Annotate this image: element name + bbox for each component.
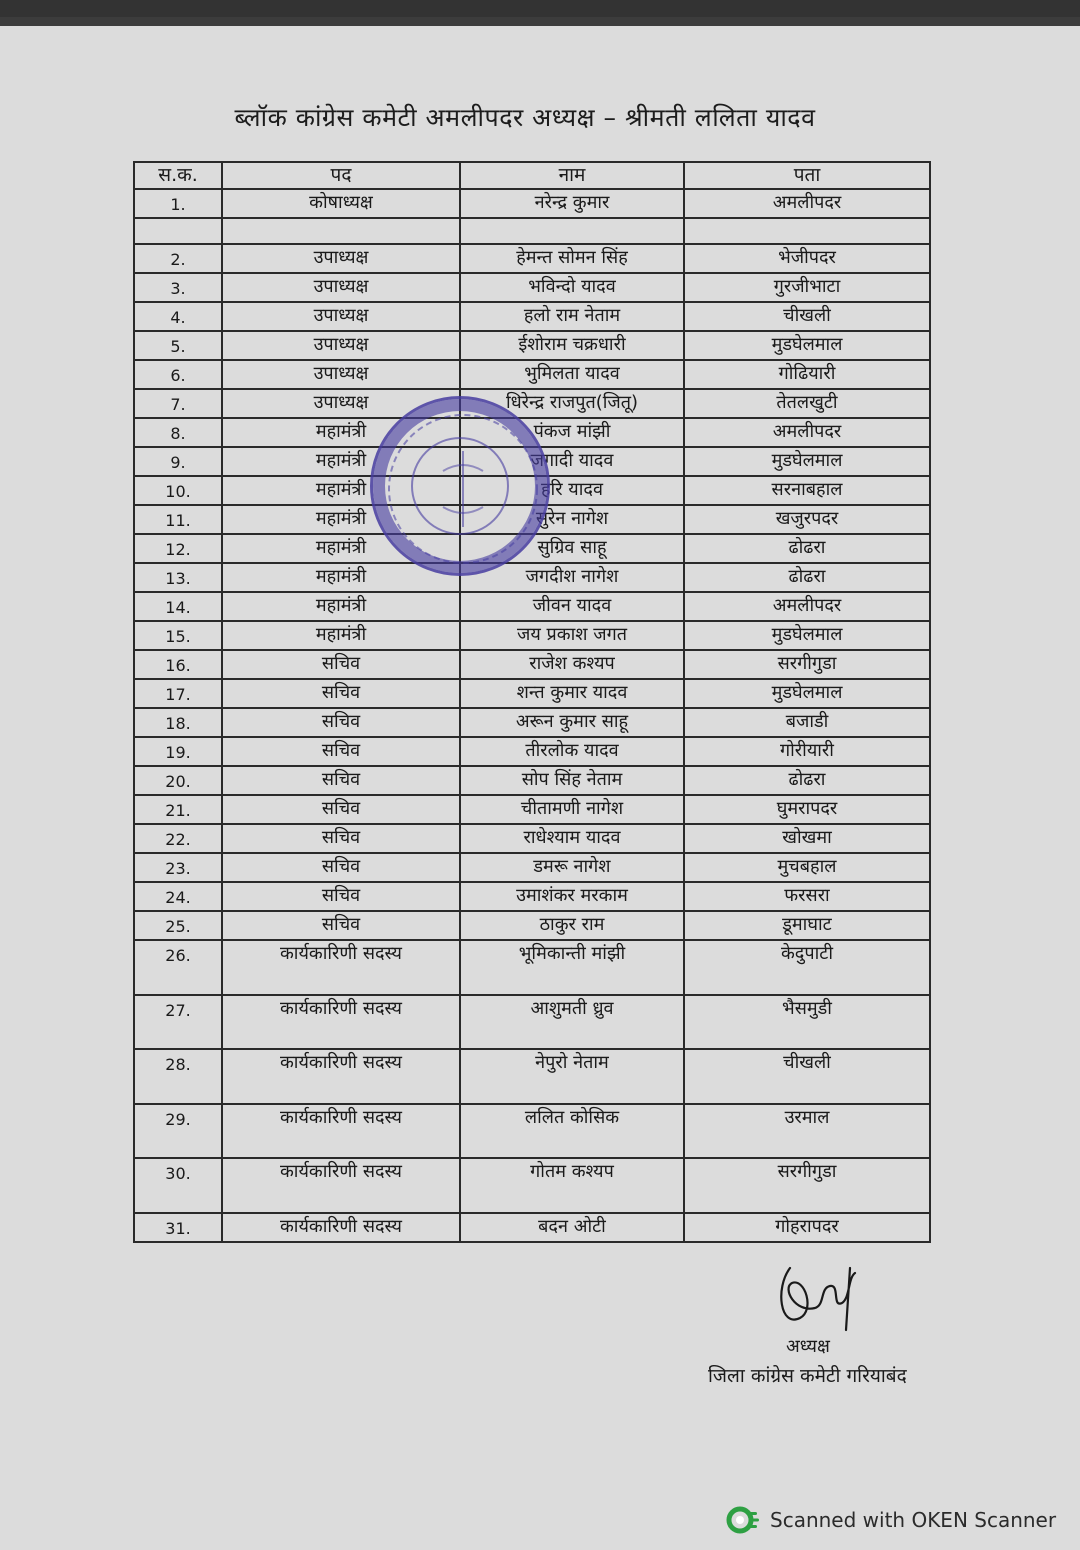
table-row <box>134 679 930 708</box>
cell-address: चीखली <box>684 302 930 331</box>
cell-serial: 6. <box>134 360 222 389</box>
cell-serial: 28. <box>134 1049 222 1104</box>
cell-serial: 22. <box>134 824 222 853</box>
cell-name: हेमन्त सोमन सिंह <box>460 244 684 273</box>
cell-name: ललित कोसिक <box>460 1104 684 1159</box>
cell-name: नेपुरो नेताम <box>460 1049 684 1104</box>
cell-serial: 17. <box>134 679 222 708</box>
cell-name: पंकज मांझी <box>460 418 684 447</box>
cell-serial: 19. <box>134 737 222 766</box>
cell-name: हलो राम नेताम <box>460 302 684 331</box>
president-signature <box>770 1258 870 1338</box>
table-row <box>134 708 930 737</box>
table-row <box>134 882 930 911</box>
scanner-text: Scanned with OKEN Scanner <box>770 1508 1057 1532</box>
cell-serial: 4. <box>134 302 222 331</box>
cell-post: महामंत्री <box>222 476 460 505</box>
cell-address: सरगीगुडा <box>684 650 930 679</box>
cell-post: उपाध्यक्ष <box>222 302 460 331</box>
cell-serial: 1. <box>134 189 222 218</box>
cell-address: भेजीपदर <box>684 244 930 273</box>
cell-address: मुडघेलमाल <box>684 447 930 476</box>
cell-post: महामंत्री <box>222 505 460 534</box>
cell-name: सुरेन नागेश <box>460 505 684 534</box>
cell-address <box>684 218 930 244</box>
cell-address: मुडघेलमाल <box>684 679 930 708</box>
cell-serial: 21. <box>134 795 222 824</box>
cell-name <box>460 218 684 244</box>
members-table <box>133 161 931 1243</box>
cell-serial: 2. <box>134 244 222 273</box>
table-row <box>134 853 930 882</box>
cell-post: उपाध्यक्ष <box>222 331 460 360</box>
cell-post: महामंत्री <box>222 592 460 621</box>
cell-post: कार्यकारिणी सदस्य <box>222 1104 460 1159</box>
cell-address: मुडघेलमाल <box>684 331 930 360</box>
cell-serial: 18. <box>134 708 222 737</box>
cell-address: घुमरापदर <box>684 795 930 824</box>
cell-name: ठाकुर राम <box>460 911 684 940</box>
table-row <box>134 389 930 418</box>
cell-serial: 23. <box>134 853 222 882</box>
cell-serial: 3. <box>134 273 222 302</box>
cell-address: उरमाल <box>684 1104 930 1159</box>
table-row <box>134 795 930 824</box>
cell-post: कार्यकारिणी सदस्य <box>222 1049 460 1104</box>
table-row <box>134 940 930 995</box>
cell-name: गोतम कश्यप <box>460 1158 684 1213</box>
cell-address: बजाडी <box>684 708 930 737</box>
cell-address: सरनाबहाल <box>684 476 930 505</box>
cell-name: भुमिलता यादव <box>460 360 684 389</box>
cell-post: महामंत्री <box>222 447 460 476</box>
cell-name: शन्त कुमार यादव <box>460 679 684 708</box>
cell-address: गोहरापदर <box>684 1213 930 1242</box>
cell-post: सचिव <box>222 882 460 911</box>
table-row <box>134 995 930 1050</box>
table-row <box>134 824 930 853</box>
cell-address: मुचबहाल <box>684 853 930 882</box>
cell-post <box>222 218 460 244</box>
cell-serial: 25. <box>134 911 222 940</box>
cell-name: जगादी यादव <box>460 447 684 476</box>
table-row <box>134 331 930 360</box>
table-row <box>134 447 930 476</box>
cell-post: सचिव <box>222 650 460 679</box>
cell-address: फरसरा <box>684 882 930 911</box>
cell-name: धिरेन्द्र राजपुत(जितू) <box>460 389 684 418</box>
table-row <box>134 911 930 940</box>
cell-post: सचिव <box>222 737 460 766</box>
cell-name: भविन्दो यादव <box>460 273 684 302</box>
table-row <box>134 273 930 302</box>
cell-serial: 8. <box>134 418 222 447</box>
cell-address: खोखमा <box>684 824 930 853</box>
cell-serial: 12. <box>134 534 222 563</box>
cell-post: सचिव <box>222 795 460 824</box>
cell-post: महामंत्री <box>222 418 460 447</box>
cell-serial: 13. <box>134 563 222 592</box>
cell-post: उपाध्यक्ष <box>222 389 460 418</box>
cell-address: भैसमुडी <box>684 995 930 1050</box>
cell-serial: 30. <box>134 1158 222 1213</box>
cell-post: सचिव <box>222 853 460 882</box>
table-row <box>134 1049 930 1104</box>
cell-post: उपाध्यक्ष <box>222 273 460 302</box>
cell-serial: 24. <box>134 882 222 911</box>
cell-serial: 26. <box>134 940 222 995</box>
header-post: पद <box>222 162 460 189</box>
cell-address: मुडघेलमाल <box>684 621 930 650</box>
cell-post: सचिव <box>222 911 460 940</box>
cell-post: कार्यकारिणी सदस्य <box>222 1213 460 1242</box>
cell-serial: 10. <box>134 476 222 505</box>
cell-name: भूमिकान्ती मांझी <box>460 940 684 995</box>
scanner-watermark <box>726 1505 1056 1535</box>
cell-post: सचिव <box>222 708 460 737</box>
table-row <box>134 737 930 766</box>
cell-address: ढोढरा <box>684 766 930 795</box>
cell-serial: 7. <box>134 389 222 418</box>
cell-name: ईशोराम चक्रधारी <box>460 331 684 360</box>
cell-post: उपाध्यक्ष <box>222 244 460 273</box>
cell-address: ढोढरा <box>684 534 930 563</box>
cell-post: महामंत्री <box>222 563 460 592</box>
cell-address: अमलीपदर <box>684 418 930 447</box>
cell-post: कार्यकारिणी सदस्य <box>222 995 460 1050</box>
table-row <box>134 189 930 218</box>
cell-name: उमाशंकर मरकाम <box>460 882 684 911</box>
table-row <box>134 244 930 273</box>
cell-address: गोरीयारी <box>684 737 930 766</box>
cell-name: डमरू नागेश <box>460 853 684 882</box>
cell-address: डूमाघाट <box>684 911 930 940</box>
table-body <box>134 189 930 1242</box>
cell-address: सरगीगुडा <box>684 1158 930 1213</box>
cell-post: सचिव <box>222 679 460 708</box>
cell-post: उपाध्यक्ष <box>222 360 460 389</box>
cell-serial: 9. <box>134 447 222 476</box>
header-address: पता <box>684 162 930 189</box>
cell-serial: 27. <box>134 995 222 1050</box>
signatory-role: अध्यक्ष <box>786 1336 830 1357</box>
cell-serial: 31. <box>134 1213 222 1242</box>
cell-serial: 16. <box>134 650 222 679</box>
cell-serial: 5. <box>134 331 222 360</box>
cell-name: बदन ओटी <box>460 1213 684 1242</box>
cell-post: महामंत्री <box>222 534 460 563</box>
table-header-row <box>134 162 930 189</box>
oken-logo-icon <box>726 1505 760 1535</box>
cell-address: अमलीपदर <box>684 189 930 218</box>
cell-post: सचिव <box>222 766 460 795</box>
cell-name: हरि यादव <box>460 476 684 505</box>
cell-name: जीवन यादव <box>460 592 684 621</box>
cell-name: आशुमती ध्रुव <box>460 995 684 1050</box>
cell-serial: 15. <box>134 621 222 650</box>
cell-post: महामंत्री <box>222 621 460 650</box>
cell-address: केदुपाटी <box>684 940 930 995</box>
cell-name: राधेश्याम यादव <box>460 824 684 853</box>
table-row <box>134 418 930 447</box>
table-row <box>134 592 930 621</box>
header-name: नाम <box>460 162 684 189</box>
cell-name: तीरलोक यादव <box>460 737 684 766</box>
cell-address: गोढियारी <box>684 360 930 389</box>
table-row <box>134 766 930 795</box>
table-row <box>134 360 930 389</box>
cell-serial <box>134 218 222 244</box>
top-edge-shadow <box>0 17 1080 26</box>
cell-address: चीखली <box>684 1049 930 1104</box>
cell-name: चीतामणी नागेश <box>460 795 684 824</box>
cell-name: जगदीश नागेश <box>460 563 684 592</box>
cell-post: कोषाध्यक्ष <box>222 189 460 218</box>
cell-address: खजुरपदर <box>684 505 930 534</box>
signatory-organization: जिला कांग्रेस कमेटी गरियाबंद <box>708 1365 907 1387</box>
cell-name: सोप सिंह नेताम <box>460 766 684 795</box>
cell-serial: 20. <box>134 766 222 795</box>
table-row <box>134 563 930 592</box>
cell-name: जय प्रकाश जगत <box>460 621 684 650</box>
table-row <box>134 534 930 563</box>
table-row <box>134 505 930 534</box>
table-row <box>134 302 930 331</box>
table-row <box>134 218 930 244</box>
table-row <box>134 1158 930 1213</box>
cell-address: तेतलखुटी <box>684 389 930 418</box>
cell-address: गुरजीभाटा <box>684 273 930 302</box>
cell-name: नरेन्द्र कुमार <box>460 189 684 218</box>
table-row <box>134 621 930 650</box>
cell-post: कार्यकारिणी सदस्य <box>222 1158 460 1213</box>
cell-serial: 29. <box>134 1104 222 1159</box>
cell-post: कार्यकारिणी सदस्य <box>222 940 460 995</box>
cell-address: अमलीपदर <box>684 592 930 621</box>
table-row <box>134 1104 930 1159</box>
document-title: ब्लॉक कांग्रेस कमेटी अमलीपदर अध्यक्ष – श्रीमती ललिता यादव <box>234 103 816 132</box>
cell-serial: 11. <box>134 505 222 534</box>
cell-name: अरून कुमार साहू <box>460 708 684 737</box>
table-row <box>134 476 930 505</box>
cell-name: राजेश कश्यप <box>460 650 684 679</box>
header-serial: स.क. <box>134 162 222 189</box>
table-row <box>134 1213 930 1242</box>
table-row <box>134 650 930 679</box>
cell-serial: 14. <box>134 592 222 621</box>
cell-address: ढोढरा <box>684 563 930 592</box>
cell-post: सचिव <box>222 824 460 853</box>
cell-name: सुग्रिव साहू <box>460 534 684 563</box>
top-edge-bar <box>0 0 1080 26</box>
